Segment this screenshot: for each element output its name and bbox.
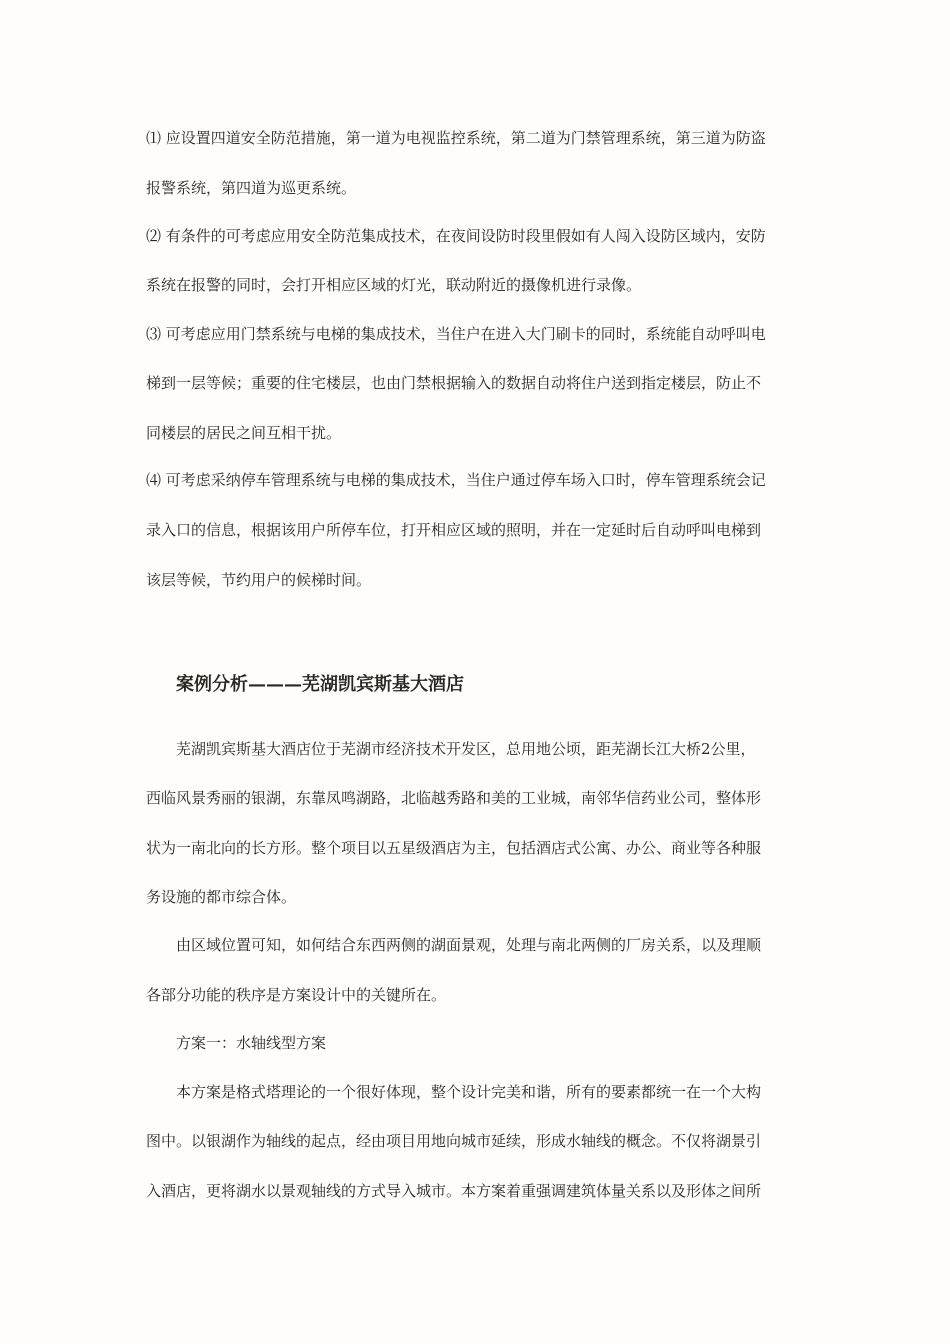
paragraph-1-line-1: 芜湖凯宾斯基大酒店位于芜湖市经济技术开发区，总用地公顷，距芜湖长江大桥2公里， xyxy=(176,740,756,758)
list-marker: ⑷ xyxy=(146,471,162,489)
paragraph-2-line-2: 各部分功能的秩序是方案设计中的关键所在。 xyxy=(146,986,447,1004)
case-heading: 案例分析———芜湖凯宾斯基大酒店 xyxy=(176,674,464,695)
paragraph-2-line-1: 由区域位置可知，如何结合东西两侧的湖面景观，处理与南北两侧的厂房关系，以及理顺 xyxy=(176,936,762,954)
list-marker: ⑵ xyxy=(146,227,162,245)
list-item-2-line-1: ⑵ 有条件的可考虑应用安全防范集成技术，在夜间设防时段里假如有人闯入设防区域内，安防 xyxy=(146,227,766,245)
paragraph-3-line-1: 方案一：水轴线型方案 xyxy=(176,1034,327,1052)
list-item-4-line-1: ⑷ 可考虑采纳停车管理系统与电梯的集成技术，当住户通过停车场入口时，停车管理系统会记 xyxy=(146,471,766,489)
paragraph-1-line-3: 状为一南北向的长方形。整个项目以五星级酒店为主，包括酒店式公寓、办公、商业等各种服 xyxy=(146,839,762,857)
list-item-2-line-2: 系统在报警的同时，会打开相应区域的灯光，联动附近的摄像机进行录像。 xyxy=(146,276,642,294)
paragraph-4-line-2: 图中。以银湖作为轴线的起点，经由项目用地向城市延续，形成水轴线的概念。不仅将湖景引 xyxy=(146,1132,762,1150)
list-item-3-line-1: ⑶ 可考虑应用门禁系统与电梯的集成技术，当住户在进入大门刷卡的同时，系统能自动呼叫电 xyxy=(146,325,766,343)
list-marker: ⑶ xyxy=(146,325,162,343)
list-item-1-line-2: 报警系统，第四道为巡更系统。 xyxy=(146,179,357,197)
list-item-4-line-2: 录入口的信息，根据该用户所停车位，打开相应区域的照明，并在一定延时后自动呼叫电梯到 xyxy=(146,521,762,539)
list-marker: ⑴ xyxy=(146,129,162,147)
paragraph-1-line-4: 务设施的都市综合体。 xyxy=(146,888,297,906)
paragraph-1-line-2: 西临风景秀丽的银湖，东靠凤鸣湖路，北临越秀路和美的工业城，南邻华信药业公司，整体形 xyxy=(146,789,762,807)
list-item-3-line-2: 梯到一层等候；重要的住宅楼层，也由门禁根据输入的数据自动将住户送到指定楼层，防止不 xyxy=(146,374,762,392)
list-item-4-line-3: 该层等候，节约用户的候梯时间。 xyxy=(146,571,372,589)
list-item-1-line-1: ⑴ 应设置四道安全防范措施，第一道为电视监控系统，第二道为门禁管理系统，第三道为防盗 xyxy=(146,129,766,147)
list-item-3-line-3: 同楼层的居民之间互相干扰。 xyxy=(146,424,342,442)
paragraph-4-line-3: 入酒店，更将湖水以景观轴线的方式导入城市。本方案着重强调建筑体量关系以及形体之间所 xyxy=(146,1182,762,1200)
paragraph-4-line-1: 本方案是格式塔理论的一个很好体现，整个设计完美和谐，所有的要素都统一在一个大构 xyxy=(176,1083,762,1101)
